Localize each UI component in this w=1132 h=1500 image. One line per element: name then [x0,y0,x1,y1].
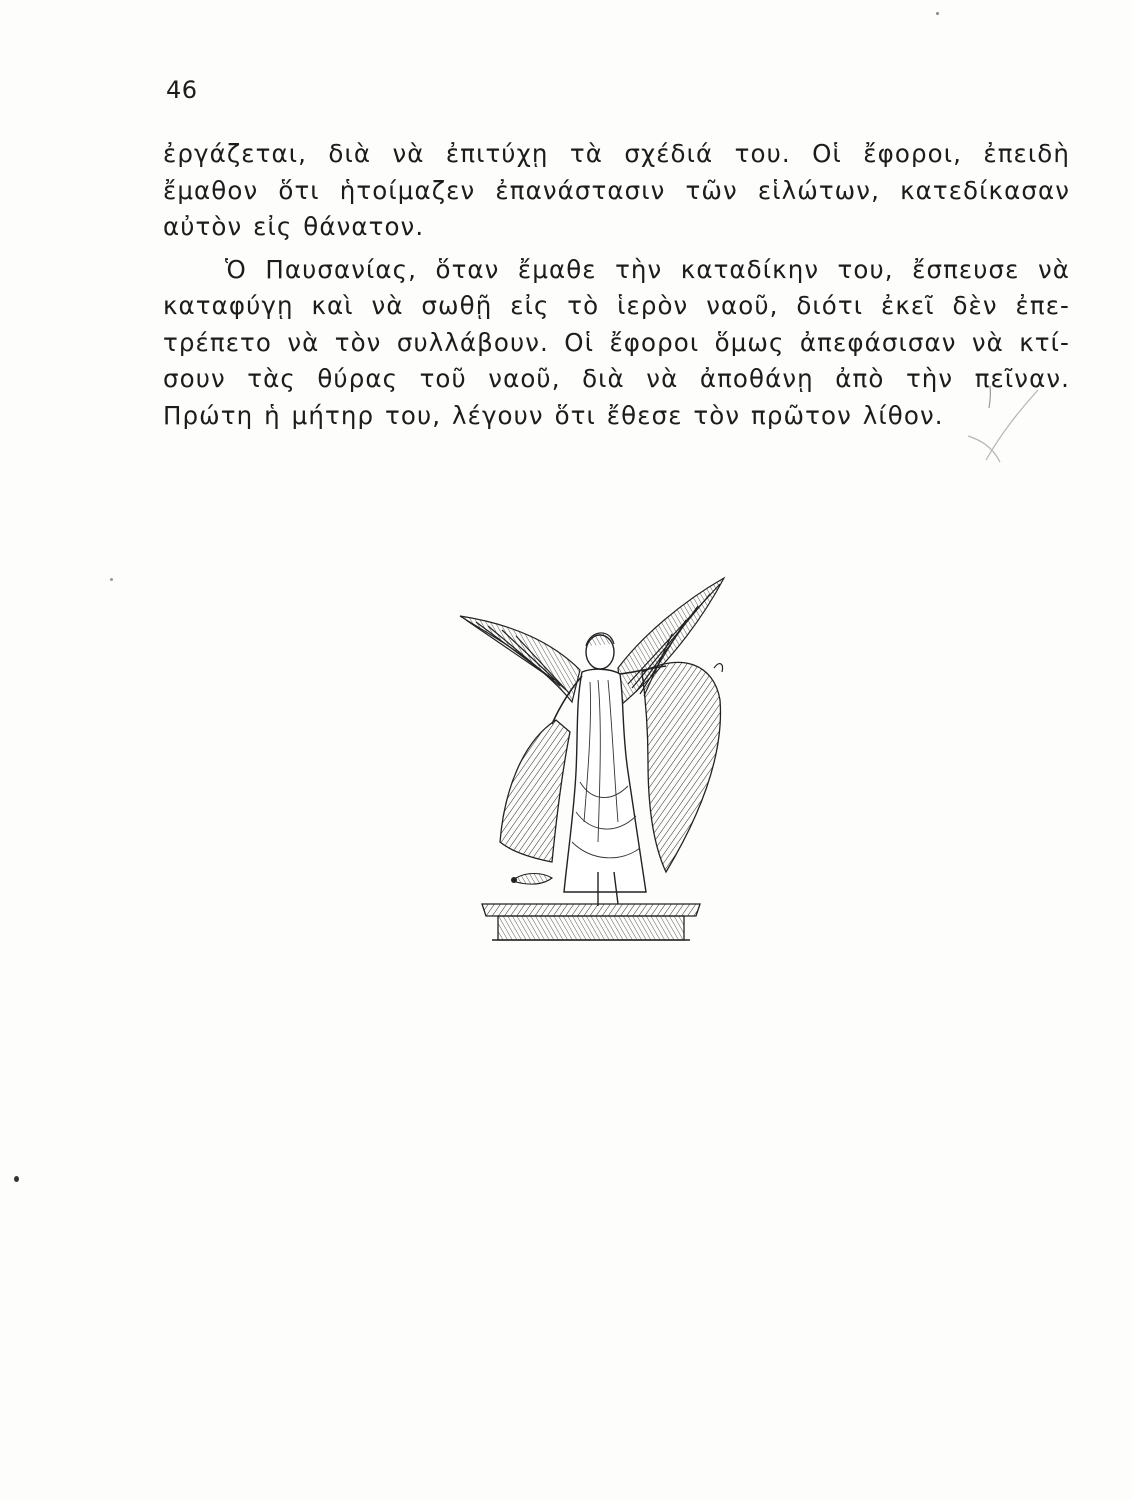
body-text [163,136,1070,434]
text-line: σουν τὰς θύρας τοῦ ναοῦ, διὰ νὰ ἀποθάνῃ ἀπὸ τὴν πεῖναν. [163,364,1070,393]
pencil-check-mark-icon [960,380,1040,470]
text-line: καταφύγῃ καὶ νὰ σωθῇ εἰς τὸ ἱερὸν ναοῦ, διότι ἐκεῖ δὲν ἐπε- [163,291,1070,320]
winged-victory-statue-icon [452,572,730,950]
page-number: 46 [166,76,198,104]
scan-speck [14,1176,19,1182]
scan-speck [110,578,113,581]
text-line: ἐργάζεται, διὰ νὰ ἐπιτύχῃ τὰ σχέδιά του. Οἱ ἔφοροι, ἐπειδὴ [163,139,1070,168]
text-line: τρέπετο νὰ τὸν συλλάβουν. Οἱ ἔφοροι ὅμως ἀπεφάσισαν νὰ κτί- [163,327,1070,357]
text-line: Πρώτη ἡ μήτηρ του, λέγουν ὅτι ἔθεσε τὸν πρῶτον λίθον. [163,400,944,430]
text-line: Ὁ Παυσανίας, ὅταν ἔμαθε τὴν καταδίκην του, ἔσπευσε νὰ [225,254,1070,284]
paragraph-1 [163,136,1070,246]
text-line: ἔμαθον ὅτι ἡτοίμαζεν ἐπανάστασιν τῶν εἱλώτων, κατεδίκασαν [163,175,1070,205]
scan-speck [936,12,939,15]
text-line: αὐτὸν εἰς θάνατον. [163,212,425,241]
paragraph-2 [163,252,1070,435]
